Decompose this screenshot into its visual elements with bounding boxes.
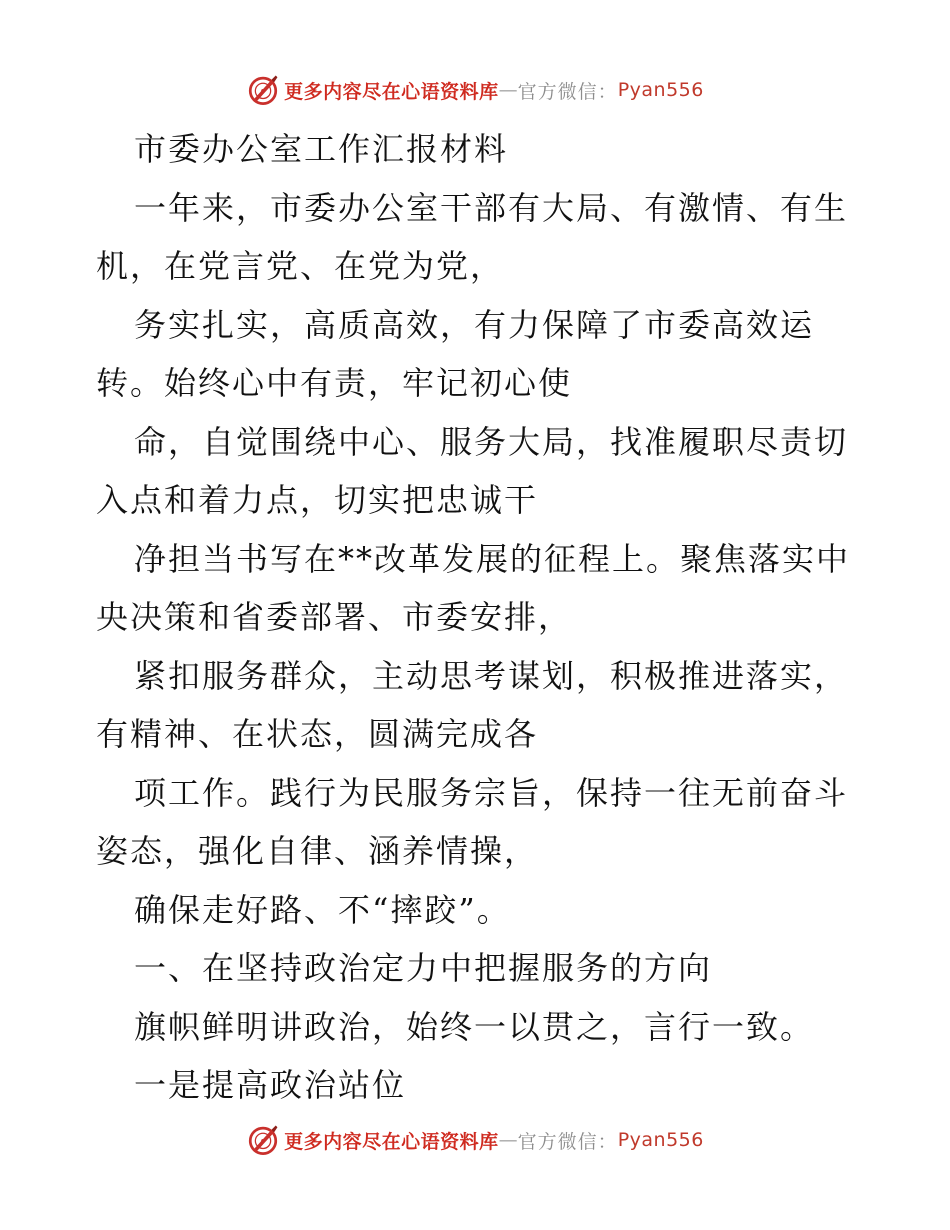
paragraph-line: 项工作。践行为民服务宗旨，保持一往无前奋斗	[134, 773, 849, 812]
pen-quill-circle-icon	[246, 1123, 280, 1157]
watermark-wechat-id: Pyan556	[617, 1129, 704, 1151]
watermark-official-label: 官方微信：	[517, 80, 618, 103]
paragraph-line: 命，自觉围绕中心、服务大局，找准履职尽责切	[134, 422, 849, 461]
paragraph-line: 旗帜鲜明讲政治，始终一以贯之，言行一致。	[134, 1007, 815, 1046]
watermark-separator: —	[498, 1129, 518, 1151]
document-body	[96, 120, 856, 1115]
paragraph-line: 一年来，市委办公室干部有大局、有激情、有生	[134, 188, 849, 227]
paragraph-line: 有精神、在状态，圆满完成各	[96, 715, 539, 753]
paragraph-line: 净担当书写在**改革发展的征程上。聚焦落实中	[134, 539, 851, 578]
paragraph-line: 确保走好路、不“摔跤”。	[134, 890, 511, 929]
paragraph-line: 转。始终心中有责，牢记初心使	[96, 364, 573, 402]
paragraph-line: 姿态，强化自律、涵养情操，	[96, 832, 539, 870]
paragraph-line: 紧扣服务群众，主动思考谋划，积极推进落实，	[134, 656, 849, 695]
section-heading: 一、在坚持政治定力中把握服务的方向	[134, 949, 713, 987]
document-title: 市委办公室工作汇报材料	[134, 130, 509, 168]
watermark-brand: 更多内容尽在心语资料库	[284, 1130, 499, 1153]
pen-quill-circle-icon	[246, 73, 280, 107]
paragraph-line: 务实扎实，高质高效，有力保障了市委高效运	[134, 305, 815, 344]
watermark-banner-bottom	[0, 1120, 950, 1160]
watermark-brand: 更多内容尽在心语资料库	[284, 80, 499, 103]
paragraph-line: 央决策和省委部署、市委安排，	[96, 598, 573, 636]
watermark-official-label: 官方微信：	[517, 1130, 618, 1153]
paragraph-line: 入点和着力点，切实把忠诚干	[96, 481, 539, 519]
paragraph-line: 机，在党言党、在党为党，	[96, 247, 505, 285]
watermark-separator: —	[498, 79, 518, 101]
watermark-wechat-id: Pyan556	[617, 79, 704, 101]
watermark-banner-top	[0, 70, 950, 110]
subsection-heading: 一是提高政治站位	[134, 1066, 407, 1104]
